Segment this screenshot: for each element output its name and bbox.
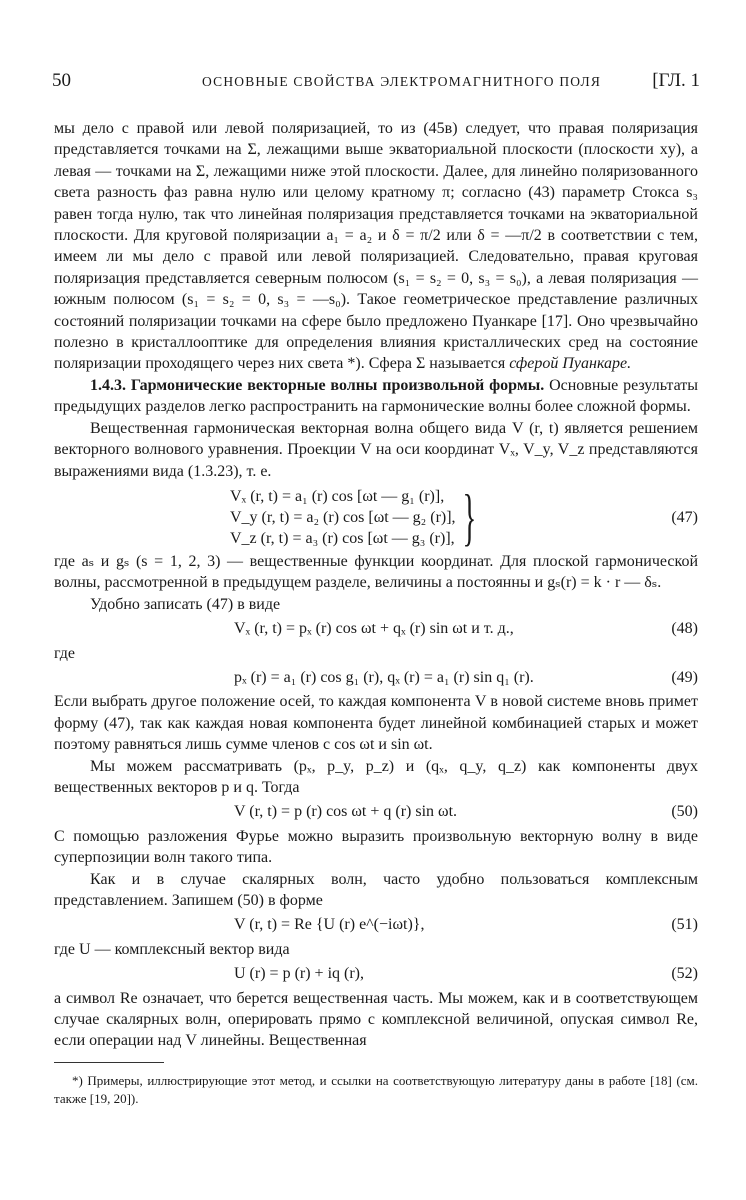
paragraph-functions: где aₛ и gₛ (s = 1, 2, 3) — вещественные функции координат. Для плоской гармонической волны, рассмотренной в предыдущем разделе, величины a постоянны и gₛ(r) = k · r — δₛ. [54, 552, 698, 592]
equation-48: Vₓ (r, t) = pₓ (r) cos ωt + qₓ (r) sin ωt и т. д., (48) [54, 618, 698, 639]
paragraph-real-part: а символ Re означает, что берется вещественная часть. Мы можем, как и в соответствующем случае скалярных волн, оперировать прямо с комплексной величиной, опуская символ Re, если операции над V линейны. Вещественная [54, 989, 698, 1050]
equation-number: (48) [671, 620, 698, 638]
equation-47-line: Vₓ (r, t) = a₁ (r) cos [ωt — g₁ (r)], [230, 487, 445, 505]
equation-49: pₓ (r) = a₁ (r) cos g₁ (r), qₓ (r) = a₁ (r) sin q₁ (r). (49) [54, 667, 698, 688]
footnote: *) Примеры, иллюстрирующие этот метод, и ссылки на соответствующую литературу даны в работе [18] (см. также [19, 20]). [54, 1073, 698, 1106]
paragraph-poincare: мы дело с правой или левой поляризацией, то из (45в) следует, что правая поляризация представляется точками на Σ, лежащими выше экваториальной плоскости (плоскости xy), а левая — точками на Σ, лежащими ниже этой плоскости. Далее, для линейно поляризованного света разность фаз равна нулю или целому кратному π; согласно (43) параметр Стокса s₃ равен тогда нулю, так что линейная поляризация представляется точками на экваториальной плоскости. Для круговой поляризации a₁ = a₂ и δ = π/2 или δ = —π/2 в соответствии с тем, имеем ли мы дело с правой или левой поляризацией. Следовательно, правая круговая поляризация представляется северным полюсом (s₁ = s₂ = 0, s₃ = s₀), а левая поляризация — южным полюсом (s₁ = s₂ = 0, s₃ = —s₀). Такое геометрическое представление различных состояний поляризации точками на сфере было предложено Пуанкаре [17]. Оно чрезвычайно полезно в кристаллооптике для определения влияния кристаллических сред на состояние поляризации проходящего через них света *). Сфера Σ называется сферой Пуанкаре. [54, 120, 698, 373]
paragraph-general-wave: Вещественная гармоническая векторная волна общего вида V (r, t) является решением векторного волнового уравнения. Проекции V на оси координат Vₓ, V_y, V_z представляются выражениями вида (1.3.23), т. е. [54, 419, 698, 480]
paragraph-fourier: С помощью разложения Фурье можно выразить произвольную векторную волну в виде суперпозиции волн такого типа. [54, 827, 698, 867]
paragraph-where-u: где U — комплексный вектор вида [54, 940, 290, 958]
right-brace: } [462, 481, 476, 553]
equation-47 [54, 481, 698, 553]
equation-51: V (r, t) = Re {U (r) e^(−iωt)}, (51) [54, 914, 698, 935]
chapter-label: [ГЛ. 1 [652, 70, 700, 91]
equation-47-line: V_y (r, t) = a₂ (r) cos [ωt — g₂ (r)], [230, 508, 456, 526]
footnote-rule [54, 1062, 164, 1063]
equation-number: (52) [671, 965, 698, 983]
equation-47-line: V_z (r, t) = a₃ (r) cos [ωt — g₃ (r)], [230, 529, 455, 547]
page-number: 50 [52, 70, 71, 91]
equation-number: (51) [671, 916, 698, 934]
equation-number: (49) [671, 668, 698, 686]
equation-52: U (r) = p (r) + iq (r), (52) [54, 963, 698, 984]
page-body [54, 118, 698, 1052]
equation-50: V (r, t) = p (r) cos ωt + q (r) sin ωt. (50) [54, 801, 698, 822]
equation-number: (47) [671, 508, 698, 526]
paragraph-complex: Как и в случае скалярных волн, часто удобно пользоваться комплексным представлением. Запишем (50) в форме [54, 870, 698, 909]
running-header [52, 70, 700, 94]
section-paragraph: 1.4.3. Гармонические векторные волны произвольной формы. Основные результаты предыдущих разделов легко распространить на гармонические волны более сложной формы. [54, 376, 698, 416]
running-title: ОСНОВНЫЕ СВОЙСТВА ЭЛЕКТРОМАГНИТНОГО ПОЛЯ [202, 74, 602, 89]
paragraph-vectors: Мы можем рассматривать (pₓ, p_y, p_z) и (qₓ, q_y, q_z) как компоненты двух вещественных векторов p и q. Тогда [54, 757, 698, 796]
equation-number: (50) [671, 803, 698, 821]
word-where: где [54, 644, 76, 662]
term-poincare-sphere: сферой Пуанкаре. [509, 355, 632, 373]
paragraph-convenient: Удобно записать (47) в виде [90, 595, 281, 613]
paragraph-axes: Если выбрать другое положение осей, то каждая компонента V в новой системе вновь примет форму (47), так как каждая новая компонента будет линейной комбинацией старых и может поэтому равняться лишь сумме членов с cos ωt и sin ωt. [54, 693, 698, 754]
section-heading: 1.4.3. Гармонические векторные волны произвольной формы. [90, 376, 545, 394]
